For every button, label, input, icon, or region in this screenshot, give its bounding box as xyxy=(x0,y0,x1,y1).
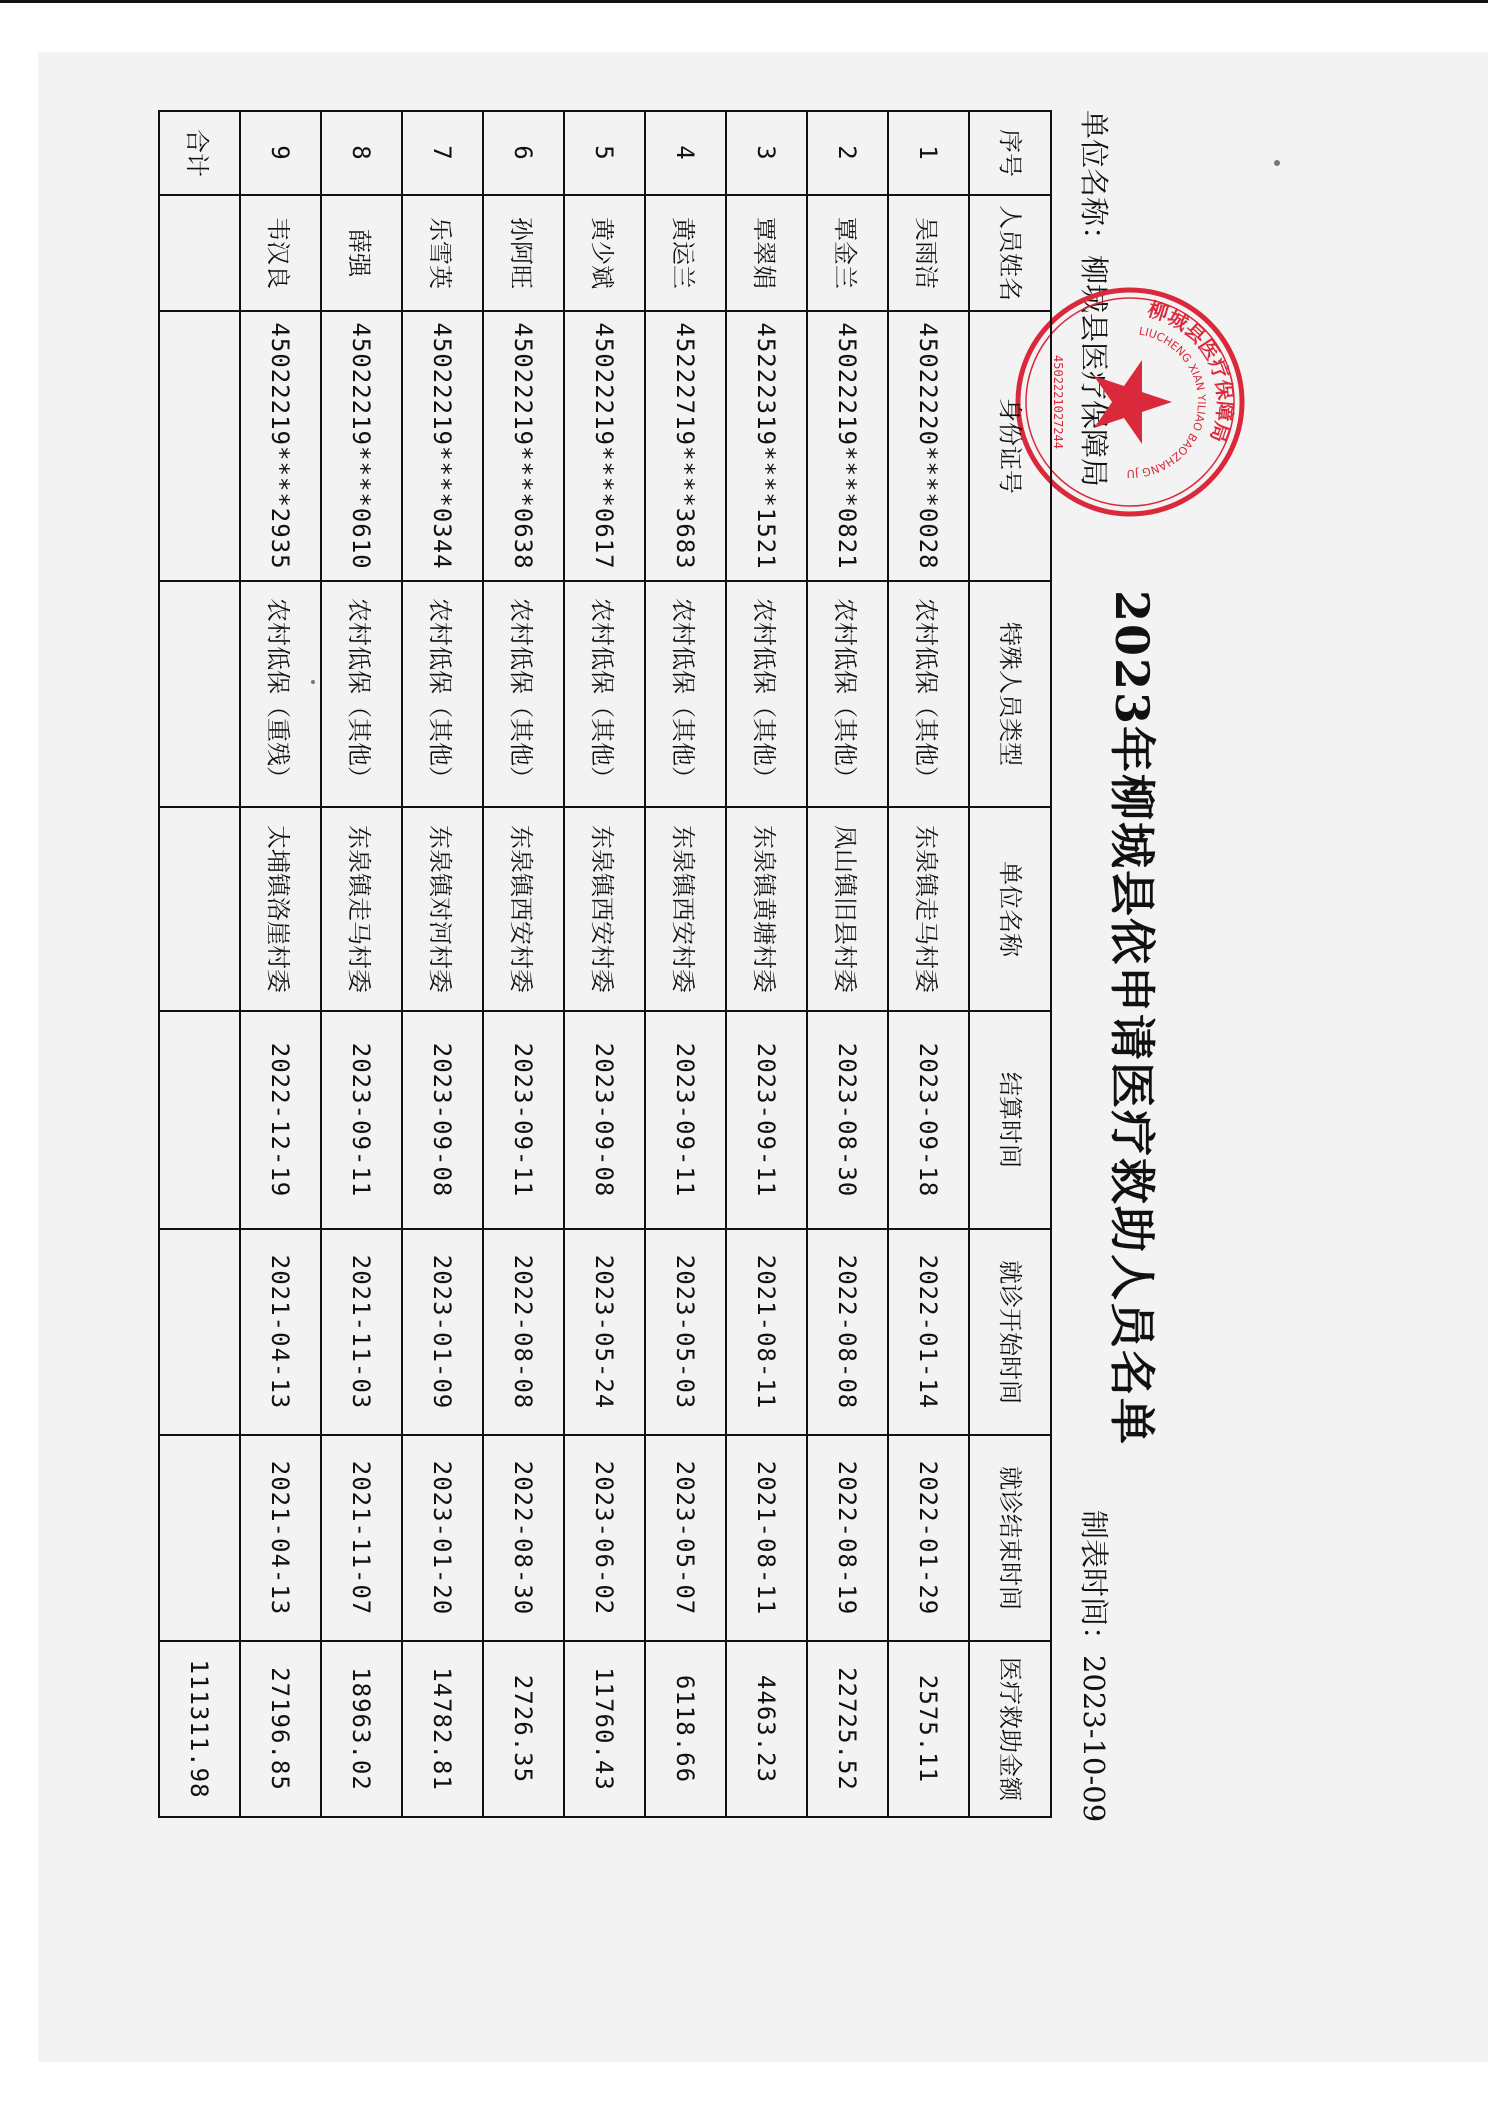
total-empty-cell xyxy=(159,311,240,581)
person-name-cell: 黄运兰 xyxy=(645,195,726,311)
visit-start-date-cell: 2022-08-08 xyxy=(483,1229,564,1435)
seal-chinese-text: 柳城县医疗保障局 xyxy=(1145,296,1238,446)
table-row xyxy=(645,111,726,1817)
person-name-cell: 乐雪英 xyxy=(402,195,483,311)
col-header: 就诊开始时间 xyxy=(969,1229,1051,1435)
id-number-cell: 45022219****0610 xyxy=(321,311,402,581)
table-row xyxy=(321,111,402,1817)
row-index-cell: 1 xyxy=(888,111,969,195)
id-number-cell: 45022219****2935 xyxy=(240,311,321,581)
col-header: 结算时间 xyxy=(969,1011,1051,1229)
total-empty-cell xyxy=(159,807,240,1011)
visit-end-date-cell: 2022-08-30 xyxy=(483,1435,564,1641)
col-header: 医疗救助金额 xyxy=(969,1641,1051,1817)
id-number-cell: 45222719****3683 xyxy=(645,311,726,581)
row-index-cell: 6 xyxy=(483,111,564,195)
col-header: 就诊结束时间 xyxy=(969,1435,1051,1641)
village-unit-cell: 东泉镇黄塘村委 xyxy=(726,807,807,1011)
village-unit-cell: 东泉镇对河村委 xyxy=(402,807,483,1011)
person-name-cell: 韦汉良 xyxy=(240,195,321,311)
id-number-cell: 45022219****0344 xyxy=(402,311,483,581)
person-type-cell: 农村低保（其他） xyxy=(645,581,726,807)
visit-end-date-cell: 2021-08-11 xyxy=(726,1435,807,1641)
table-row xyxy=(402,111,483,1817)
person-type-cell: 农村低保（其他） xyxy=(483,581,564,807)
settle-date-cell: 2023-09-08 xyxy=(402,1011,483,1229)
col-header: 身份证号 xyxy=(969,311,1051,581)
id-number-cell: 45022219****0821 xyxy=(807,311,888,581)
table-header-row xyxy=(969,111,1051,1817)
person-type-cell: 农村低保（其他） xyxy=(807,581,888,807)
rotated-document xyxy=(140,110,1238,1910)
page-title: 2023年柳城县依申请医疗救助人员名单 xyxy=(1105,590,1159,1447)
relief-amount-cell: 22725.52 xyxy=(807,1641,888,1817)
seal-code: 4502221027244 xyxy=(1051,355,1065,449)
relief-amount-cell: 11760.43 xyxy=(564,1641,645,1817)
settle-date-cell: 2023-08-30 xyxy=(807,1011,888,1229)
visit-end-date-cell: 2023-05-07 xyxy=(645,1435,726,1641)
person-name-cell: 吴雨洁 xyxy=(888,195,969,311)
total-row xyxy=(159,111,240,1817)
col-header: 特殊人员类型 xyxy=(969,581,1051,807)
settle-date-cell: 2023-09-11 xyxy=(483,1011,564,1229)
person-type-cell: 农村低保（其他） xyxy=(321,581,402,807)
visit-start-date-cell: 2023-05-03 xyxy=(645,1229,726,1435)
settle-date-cell: 2023-09-11 xyxy=(321,1011,402,1229)
made-date-line: 制表时间：2023-10-09 xyxy=(1077,1510,1111,1823)
visit-start-date-cell: 2021-04-13 xyxy=(240,1229,321,1435)
visit-start-date-cell: 2021-11-03 xyxy=(321,1229,402,1435)
person-name-cell: 薛强 xyxy=(321,195,402,311)
row-index-cell: 3 xyxy=(726,111,807,195)
scan-edge xyxy=(0,0,1488,3)
relief-amount-cell: 6118.66 xyxy=(645,1641,726,1817)
star-icon xyxy=(1094,360,1172,444)
visit-start-date-cell: 2023-01-09 xyxy=(402,1229,483,1435)
col-header: 序号 xyxy=(969,111,1051,195)
col-header: 人员姓名 xyxy=(969,195,1051,311)
person-name-cell: 黄少斌 xyxy=(564,195,645,311)
relief-amount-cell: 14782.81 xyxy=(402,1641,483,1817)
visit-end-date-cell: 2023-06-02 xyxy=(564,1435,645,1641)
row-index-cell: 2 xyxy=(807,111,888,195)
visit-start-date-cell: 2022-08-08 xyxy=(807,1229,888,1435)
person-type-cell: 农村低保（其他） xyxy=(564,581,645,807)
seal-pinyin-text: LIUCHENG XIAN YILIAO BAOZHANG JU xyxy=(1126,324,1209,481)
total-empty-cell xyxy=(159,581,240,807)
visit-end-date-cell: 2021-11-07 xyxy=(321,1435,402,1641)
total-empty-cell xyxy=(159,1229,240,1435)
row-index-cell: 5 xyxy=(564,111,645,195)
relief-amount-cell: 4463.23 xyxy=(726,1641,807,1817)
village-unit-cell: 太埔镇洛崖村委 xyxy=(240,807,321,1011)
relief-roster-table xyxy=(158,110,1052,1818)
visit-end-date-cell: 2022-01-29 xyxy=(888,1435,969,1641)
visit-start-date-cell: 2021-08-11 xyxy=(726,1229,807,1435)
table-row xyxy=(240,111,321,1817)
row-index-cell: 7 xyxy=(402,111,483,195)
visit-end-date-cell: 2021-04-13 xyxy=(240,1435,321,1641)
table-row xyxy=(888,111,969,1817)
total-amount: 111311.98 xyxy=(159,1641,240,1817)
village-unit-cell: 东泉镇走马村委 xyxy=(888,807,969,1011)
scan-speck xyxy=(1274,160,1280,166)
settle-date-cell: 2023-09-11 xyxy=(645,1011,726,1229)
person-type-cell: 农村低保（其他） xyxy=(726,581,807,807)
relief-amount-cell: 18963.02 xyxy=(321,1641,402,1817)
person-name-cell: 覃翠娟 xyxy=(726,195,807,311)
table-body xyxy=(240,111,969,1817)
visit-end-date-cell: 2022-08-19 xyxy=(807,1435,888,1641)
person-name-cell: 覃金兰 xyxy=(807,195,888,311)
visit-start-date-cell: 2023-05-24 xyxy=(564,1229,645,1435)
person-type-cell: 农村低保（重残） xyxy=(240,581,321,807)
settle-date-cell: 2023-09-11 xyxy=(726,1011,807,1229)
id-number-cell: 45222319****1521 xyxy=(726,311,807,581)
total-empty-cell xyxy=(159,195,240,311)
unit-name-line: 单位名称：柳城县医疗保障局 xyxy=(1077,110,1111,488)
table-row xyxy=(726,111,807,1817)
relief-amount-cell: 27196.85 xyxy=(240,1641,321,1817)
village-unit-cell: 东泉镇西安村委 xyxy=(645,807,726,1011)
id-number-cell: 45022219****0617 xyxy=(564,311,645,581)
person-type-cell: 农村低保（其他） xyxy=(402,581,483,807)
settle-date-cell: 2023-09-08 xyxy=(564,1011,645,1229)
village-unit-cell: 东泉镇西安村委 xyxy=(483,807,564,1011)
person-type-cell: 农村低保（其他） xyxy=(888,581,969,807)
table-row xyxy=(564,111,645,1817)
village-unit-cell: 东泉镇走马村委 xyxy=(321,807,402,1011)
total-label: 合计 xyxy=(159,111,240,195)
row-index-cell: 9 xyxy=(240,111,321,195)
settle-date-cell: 2023-09-18 xyxy=(888,1011,969,1229)
visit-start-date-cell: 2022-01-14 xyxy=(888,1229,969,1435)
total-empty-cell xyxy=(159,1011,240,1229)
visit-end-date-cell: 2023-01-20 xyxy=(402,1435,483,1641)
total-empty-cell xyxy=(159,1435,240,1641)
table-row xyxy=(807,111,888,1817)
settle-date-cell: 2022-12-19 xyxy=(240,1011,321,1229)
row-index-cell: 8 xyxy=(321,111,402,195)
id-number-cell: 45022219****0638 xyxy=(483,311,564,581)
table-row xyxy=(483,111,564,1817)
row-index-cell: 4 xyxy=(645,111,726,195)
col-header: 单位名称 xyxy=(969,807,1051,1011)
village-unit-cell: 东泉镇西安村委 xyxy=(564,807,645,1011)
id-number-cell: 45022220****0028 xyxy=(888,311,969,581)
relief-amount-cell: 2726.35 xyxy=(483,1641,564,1817)
village-unit-cell: 凤山镇旧县村委 xyxy=(807,807,888,1011)
person-name-cell: 孙阿旺 xyxy=(483,195,564,311)
relief-amount-cell: 2575.11 xyxy=(888,1641,969,1817)
